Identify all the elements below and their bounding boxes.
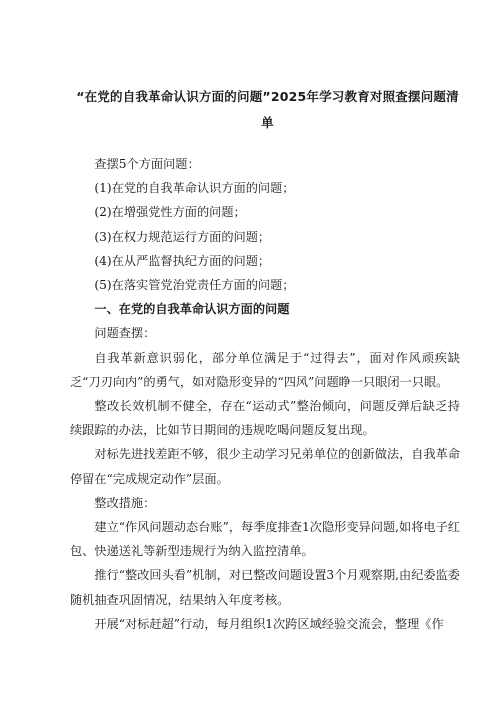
document-title: “在党的自我革命认识方面的问题”2025年学习教育对照查摆问题清单	[76, 89, 459, 130]
measures-label: 整改措施：	[94, 495, 156, 510]
list-item: (2)在增强党性方面的问题；	[94, 205, 246, 220]
problem-paragraph: 自我革新意识弱化，部分单位满足于“过得去”，面对作风顽疾缺乏“刀刃向内”的勇气，如对隐形变异的“四风”问题睁一只眼闭一只眼。	[70, 350, 460, 389]
measure-paragraph: 建立“作风问题动态台账”，每季度排查1次隐形变异问题,如将电子红包、快递送礼等新型违规行为纳入监控清单。	[70, 520, 460, 559]
measure-paragraph: 推行“整改回头看”机制，对已整改问题设置3个月观察期,由纪委监委随机抽查巩固情况，结果纳入年度考核。	[70, 568, 460, 607]
problem-paragraph: 整改长效机制不健全，存在“运动式”整治倾向，问题反弹后缺乏持续跟踪的办法，比如节日期间的违规吃喝问题反复出现。	[70, 399, 460, 438]
problems-label: 问题查摆：	[94, 326, 156, 341]
list-item: (5)在落实管党治党责任方面的问题；	[94, 278, 295, 293]
list-item: (1)在党的自我革命认识方面的问题；	[94, 181, 295, 196]
list-item: (3)在权力规范运行方面的问题；	[94, 229, 271, 244]
section-heading: 一、在党的自我革命认识方面的问题	[94, 302, 290, 317]
intro-line: 查摆5个方面问题：	[94, 157, 200, 171]
problem-paragraph: 对标先进找差距不够，很少主动学习兄弟单位的创新做法，自我革命停留在“完成规定动作”层面。	[70, 447, 461, 486]
document-body	[70, 152, 460, 636]
measure-paragraph: 开展“对标赶超”行动，每月组织1次跨区域经验交流会，整理《作	[94, 616, 444, 631]
list-item: (4)在从严监督执纪方面的问题；	[94, 253, 271, 268]
